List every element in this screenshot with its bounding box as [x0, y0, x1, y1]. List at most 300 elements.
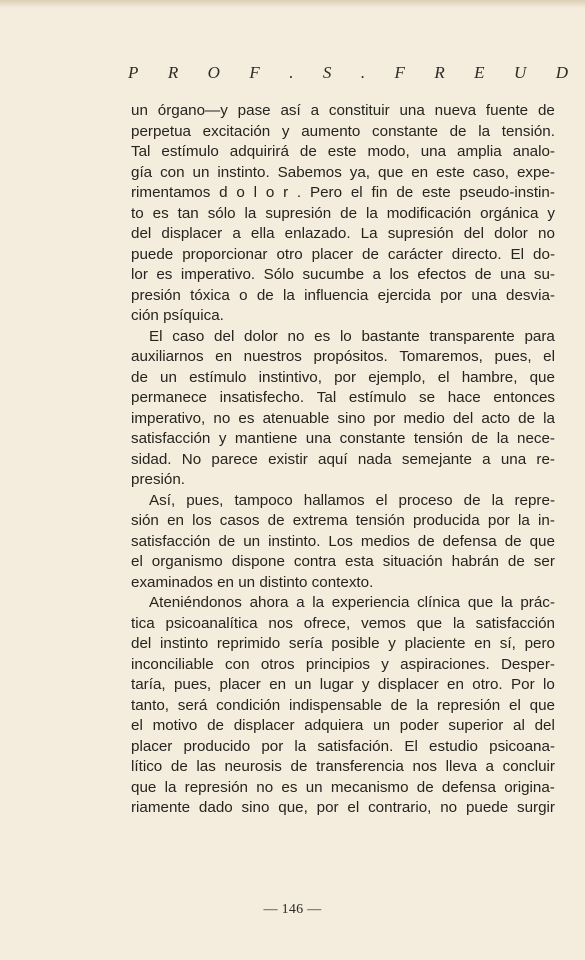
word: la	[416, 696, 429, 714]
running-head	[128, 64, 568, 81]
word: propósitos.	[313, 348, 388, 365]
line-text: ción psíquica.	[131, 307, 224, 324]
word: una	[399, 102, 425, 119]
word: El	[149, 327, 163, 345]
word: del	[463, 225, 484, 242]
word: experiencia	[331, 594, 410, 611]
word: del	[131, 635, 152, 652]
word: y	[388, 635, 396, 652]
word: el	[375, 491, 388, 509]
word: así	[280, 102, 301, 119]
word: nece-	[517, 430, 555, 447]
word: la	[244, 204, 257, 222]
word: expe-	[516, 163, 555, 181]
word: los	[389, 266, 409, 283]
word: a	[482, 450, 491, 468]
word: imperativo.	[180, 266, 256, 283]
word: de	[518, 409, 536, 427]
word: otro	[276, 245, 303, 263]
word: superior	[448, 717, 504, 734]
word: la	[283, 286, 295, 304]
word: acto	[481, 409, 511, 427]
text-line	[131, 101, 555, 122]
text-line	[131, 552, 555, 573]
word: caso,	[472, 163, 510, 181]
word: ejercida	[377, 286, 431, 304]
word: que	[416, 614, 443, 632]
word: la	[294, 737, 307, 755]
word: to	[131, 204, 144, 222]
word: con	[160, 163, 185, 181]
word: Por	[511, 676, 535, 693]
word: la	[543, 409, 555, 427]
word: tensión	[413, 430, 463, 447]
word: vemos	[361, 614, 406, 632]
word: tóxica	[190, 286, 230, 304]
text-line	[131, 245, 555, 266]
word: mantiene	[234, 430, 298, 447]
word: de	[504, 532, 522, 550]
word: tensión	[355, 512, 405, 529]
word: efectos	[417, 266, 467, 283]
word: bastante	[361, 327, 420, 345]
word: este	[436, 163, 465, 181]
word: esta	[345, 553, 374, 570]
word: no	[213, 409, 231, 427]
text-line	[131, 634, 555, 655]
word: y	[361, 676, 370, 693]
word: psicoanalítica	[165, 614, 258, 632]
line-text: presión.	[131, 471, 186, 488]
word: los	[192, 512, 212, 529]
word: parece	[211, 450, 258, 468]
word: dolor	[494, 225, 528, 242]
word: lor	[131, 266, 148, 283]
word: existir	[268, 450, 308, 468]
word: otro.	[472, 676, 503, 693]
word: de	[507, 553, 525, 570]
text-line	[131, 388, 555, 409]
running-head-letter: F	[394, 63, 405, 82]
word: estudio	[429, 737, 479, 755]
word: nada	[357, 450, 392, 468]
word: in-	[538, 512, 555, 529]
word: de	[218, 532, 236, 550]
word: pues,	[494, 348, 532, 365]
word: de	[390, 696, 408, 714]
word: el	[350, 184, 363, 201]
word: o	[265, 184, 275, 201]
word: ahora	[249, 594, 289, 611]
word: defensa	[442, 532, 497, 550]
text-line	[131, 573, 555, 594]
word: placer	[311, 245, 354, 263]
word: un	[305, 778, 323, 796]
word: en	[411, 163, 429, 181]
word: la	[452, 614, 465, 632]
word: sión	[131, 512, 159, 529]
word: enlazado.	[284, 225, 351, 242]
word: defensa	[441, 778, 496, 796]
word: una	[420, 143, 447, 160]
word: Ateniéndonos	[149, 594, 242, 611]
word: estímulo	[348, 389, 407, 406]
word: El	[404, 737, 418, 755]
text-line	[131, 327, 555, 348]
word: de	[417, 532, 435, 550]
text-line	[131, 183, 555, 204]
text-line	[131, 142, 555, 163]
word: de	[299, 143, 317, 160]
word: nuestros	[243, 348, 302, 365]
text-line	[131, 511, 555, 532]
word: Tal	[316, 389, 337, 406]
word: repre-	[514, 491, 555, 509]
word: producido	[183, 737, 251, 755]
word: en	[215, 348, 233, 365]
word: r	[283, 184, 289, 201]
text-line	[131, 593, 555, 614]
word: la	[518, 512, 530, 529]
word: de	[474, 266, 492, 283]
text-line	[131, 204, 555, 225]
word: satisfacción	[475, 614, 555, 632]
word: modificación	[386, 204, 472, 222]
running-head-letter: E	[474, 63, 485, 82]
word: transferencia	[316, 758, 404, 775]
word: instintivo,	[258, 368, 322, 386]
word: entonces	[493, 389, 555, 406]
word: y	[547, 204, 555, 222]
word: re-	[536, 450, 555, 468]
word: directo.	[451, 245, 502, 263]
word: Pero	[309, 184, 343, 201]
word: en	[474, 635, 492, 652]
word: No	[181, 450, 202, 468]
word: y	[381, 655, 389, 673]
word: el	[347, 799, 360, 816]
word: aumento	[301, 122, 361, 140]
word: tica	[131, 614, 155, 632]
word: es	[314, 327, 331, 345]
word: permanece	[131, 389, 207, 406]
word: puede	[465, 799, 509, 816]
word: sí,	[499, 635, 516, 652]
running-head-letter: D	[555, 63, 568, 82]
word: a	[372, 266, 381, 283]
word: una	[500, 450, 527, 468]
text-line	[131, 347, 555, 368]
word: sería	[288, 635, 323, 652]
word: dolor	[244, 327, 278, 345]
word: una	[471, 286, 497, 304]
word: La	[360, 225, 378, 242]
word: neurosis	[224, 758, 282, 775]
word: proceso	[398, 491, 453, 509]
word: amplia	[457, 143, 502, 160]
word: de	[170, 758, 188, 775]
word: tampoco	[234, 491, 293, 509]
word: Sólo	[263, 266, 294, 283]
word: sidad.	[131, 450, 172, 468]
word: que	[377, 163, 404, 181]
text-line	[131, 778, 555, 799]
word: sucumbe	[302, 266, 365, 283]
word: satisfación.	[317, 737, 394, 755]
word: transparente	[429, 327, 515, 345]
word: hambre,	[461, 368, 518, 386]
word: dado	[198, 799, 233, 816]
word: de	[131, 368, 148, 386]
text-line	[131, 675, 555, 696]
word: del	[131, 225, 152, 242]
running-head-letter: U	[514, 63, 527, 82]
text-line	[131, 224, 555, 245]
text-line	[131, 470, 555, 491]
text-line	[131, 798, 555, 819]
word: ser	[533, 553, 555, 570]
word: un	[131, 102, 148, 119]
line-text: examinados en un distinto contexto.	[131, 573, 374, 591]
word: de	[267, 512, 285, 529]
running-head-letter: F	[249, 63, 260, 82]
word: fuente	[485, 102, 529, 119]
word: a	[310, 102, 320, 119]
word: adquirirá	[229, 143, 289, 160]
word: producida	[412, 512, 480, 529]
word: no	[538, 225, 555, 242]
word: que,	[278, 799, 308, 816]
word: represión	[184, 778, 248, 796]
word: el	[437, 368, 450, 386]
word: en	[447, 676, 464, 693]
word: de	[362, 245, 379, 263]
word: analo-	[512, 143, 555, 160]
word: El	[510, 245, 525, 263]
word: de	[537, 102, 555, 119]
word: que	[529, 532, 555, 550]
word: principios	[305, 655, 371, 673]
word: pseudo-instin-	[459, 184, 555, 201]
word: la	[312, 594, 325, 611]
word: constituir	[328, 102, 390, 119]
word: órgano—y	[157, 102, 228, 119]
text-line	[131, 429, 555, 450]
word: excitación	[202, 122, 271, 140]
word: Los	[328, 532, 353, 550]
word: reprimido	[216, 635, 281, 652]
word: tanto,	[131, 696, 169, 714]
word: puede	[131, 245, 174, 263]
word: dispone	[231, 553, 285, 570]
text-line	[131, 122, 555, 143]
word: por	[316, 799, 339, 816]
word: por	[487, 512, 510, 529]
word: posible	[331, 635, 380, 652]
word: con	[225, 655, 250, 673]
word: a	[296, 594, 305, 611]
word: orgánica	[480, 204, 539, 222]
text-line	[131, 532, 555, 553]
word: Así,	[149, 491, 176, 509]
word: hallamos	[303, 491, 365, 509]
text-line	[131, 614, 555, 635]
running-head-letter: O	[207, 63, 220, 82]
word: indispensable	[289, 696, 382, 714]
text-line	[131, 306, 555, 327]
word: el	[131, 717, 143, 734]
word: lugar	[319, 676, 354, 693]
word: displacer	[161, 225, 223, 242]
word: supresión	[387, 225, 454, 242]
word: y	[281, 122, 290, 140]
word: habrán	[451, 553, 499, 570]
word: nos	[268, 614, 293, 632]
word: Sabemos	[277, 163, 342, 181]
word: de	[396, 184, 414, 201]
running-head-letter: P	[128, 63, 139, 82]
word: ya,	[349, 163, 370, 181]
word: el	[509, 696, 521, 714]
word: un	[294, 676, 312, 693]
word: constante	[372, 122, 438, 140]
word: represión	[436, 696, 501, 714]
word: caso	[172, 327, 205, 345]
word: pues,	[186, 491, 224, 509]
text-line	[131, 491, 555, 512]
word: psicoana-	[489, 737, 555, 755]
word: o	[239, 286, 248, 304]
text-line	[131, 265, 555, 286]
word: gía	[131, 163, 153, 181]
word: que	[467, 594, 494, 611]
word: por	[261, 737, 284, 755]
word: un	[192, 163, 210, 181]
word: auxiliarnos	[131, 348, 204, 365]
word: satisfacción	[131, 532, 211, 550]
word: ella	[250, 225, 275, 242]
word: o	[236, 184, 245, 201]
running-head-letter: S	[322, 63, 332, 82]
word: se	[418, 389, 436, 406]
word: medios	[360, 532, 410, 550]
word: Tomaremos,	[399, 348, 483, 365]
word: de	[471, 430, 489, 447]
word: por	[373, 409, 396, 427]
word: la	[500, 594, 513, 611]
word: contra	[293, 553, 337, 570]
text-line	[131, 757, 555, 778]
word: un	[373, 717, 391, 734]
word: l	[253, 184, 258, 201]
word: placer	[131, 737, 173, 755]
page-number: — 146 —	[263, 902, 322, 917]
word: lleva	[445, 758, 477, 775]
word: su-	[533, 266, 555, 283]
word: organismo	[151, 553, 223, 570]
word: semejante	[401, 450, 472, 468]
word: .	[296, 184, 302, 201]
word: en	[167, 512, 184, 529]
word: presión	[131, 286, 181, 304]
word: una	[500, 266, 526, 283]
word: pero	[524, 635, 555, 652]
word: fin	[371, 184, 388, 201]
word: del	[534, 717, 555, 734]
word: condición	[216, 696, 281, 714]
word: y	[218, 430, 227, 447]
word: origina-	[504, 778, 555, 796]
word: medio	[403, 409, 445, 427]
word: inconciliable	[131, 655, 214, 673]
word: de	[340, 204, 358, 222]
text-line	[131, 696, 555, 717]
word: del	[214, 327, 235, 345]
word: tensión.	[501, 122, 555, 140]
word: clínica	[417, 594, 461, 611]
word: adquiera	[304, 717, 364, 734]
word: este	[422, 184, 451, 201]
word: al	[513, 717, 525, 734]
word: lo	[339, 327, 352, 345]
word: de	[256, 286, 274, 304]
word: por	[334, 368, 357, 386]
word: que	[529, 696, 555, 714]
word: pase	[237, 102, 271, 119]
word: las	[196, 758, 216, 775]
running-head-letter: R	[434, 63, 445, 82]
word: imperativo,	[131, 409, 206, 427]
text-line	[131, 368, 555, 389]
word: ejemplo,	[368, 368, 426, 386]
word: prác-	[520, 594, 555, 611]
word: para	[524, 327, 555, 345]
word: placer	[219, 676, 261, 693]
word: de	[207, 717, 224, 734]
text-line	[131, 450, 555, 471]
word: poder	[399, 717, 439, 734]
word: a	[232, 225, 241, 242]
word: displacer	[233, 717, 295, 734]
word: ofrece,	[303, 614, 351, 632]
word: a	[485, 758, 494, 775]
word: es	[281, 778, 298, 796]
word: aspiraciones.	[400, 655, 490, 673]
word: no	[287, 327, 305, 345]
running-head-letter: .	[289, 63, 294, 82]
word: satisfacción	[131, 430, 211, 447]
word: motivo	[152, 717, 198, 734]
word: Tal	[131, 143, 151, 160]
word: displacer	[377, 676, 439, 693]
word: constante	[339, 430, 406, 447]
word: no	[256, 778, 274, 796]
word: rimentamos	[131, 184, 211, 201]
word: nueva	[434, 102, 477, 119]
word: modo,	[367, 143, 410, 160]
running-head-letter: R	[167, 63, 179, 82]
word: es	[238, 409, 255, 427]
word: un	[243, 532, 261, 550]
word: sino	[241, 799, 270, 816]
word: la	[365, 204, 378, 222]
text-line	[131, 409, 555, 430]
word: d	[219, 184, 228, 201]
word: lítico	[131, 758, 163, 775]
word: contrario,	[368, 799, 432, 816]
word: placiente	[404, 635, 466, 652]
word: aquí	[318, 450, 348, 468]
